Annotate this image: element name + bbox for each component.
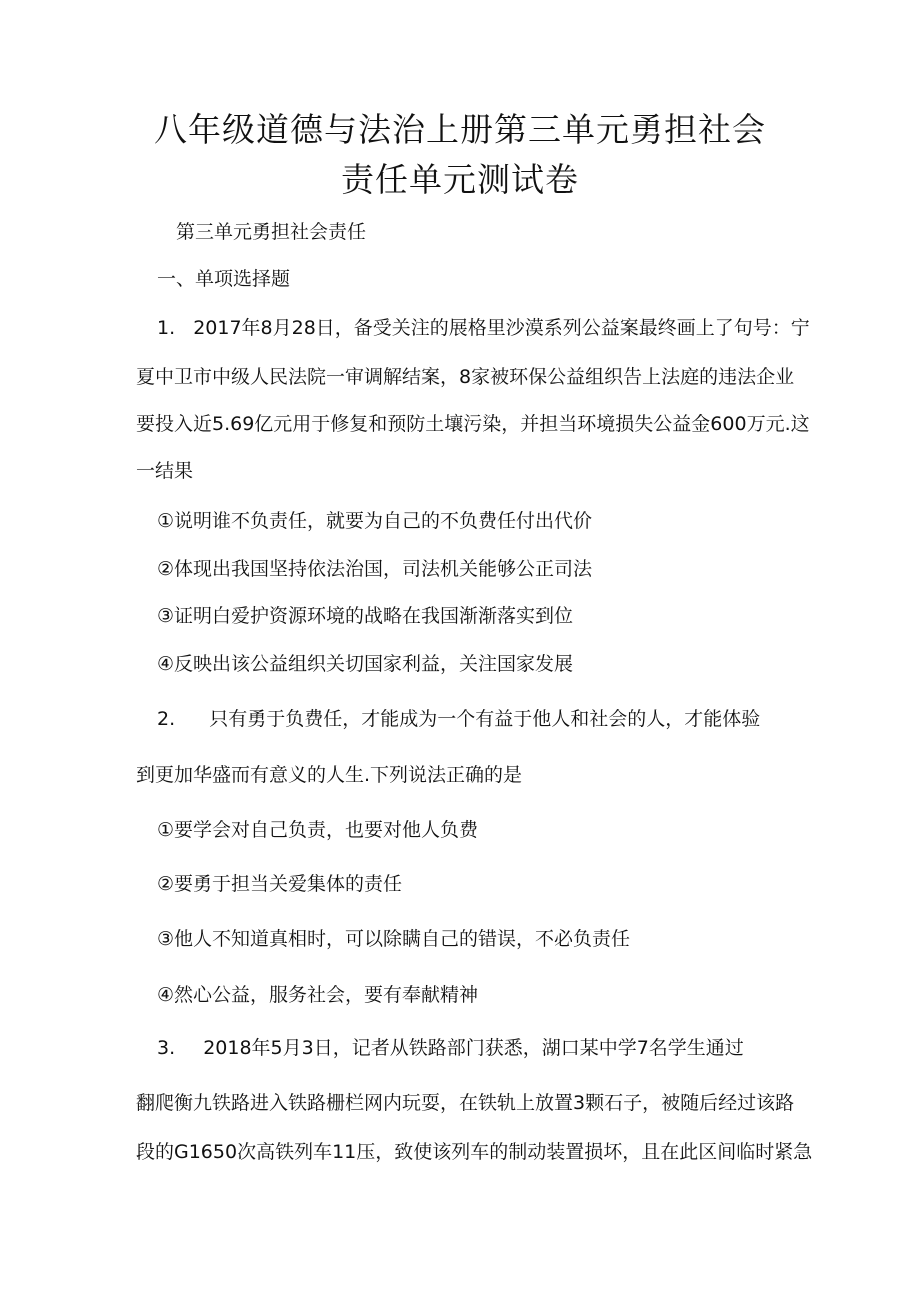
- question-1-line-2: 夏中卫市中级人民法院一审调解结案，8家被环保公益组织告上法庭的违法企业: [136, 366, 795, 388]
- question-2-option-3: ③他人不知道真相时，可以除瞒自己的错误，不必负责任: [157, 928, 631, 950]
- question-1-number: 1.: [157, 317, 176, 339]
- question-1-text: 2017年8月28日，备受关注的展格里沙漠系列公益案最终画上了句号：宁: [193, 317, 810, 339]
- question-3-line-2: 翻爬衡九铁路进入铁路栅栏网内玩耍，在铁轨上放置3颗石子，被随后经过该路: [136, 1092, 795, 1114]
- question-2-option-2: ②要勇于担当关爱集体的责任: [157, 873, 403, 895]
- question-1-option-1: ①说明谁不负责任，就要为自己的不负费任付出代价: [157, 510, 593, 532]
- document-title-line-1: 八年级道德与法治上册第三单元勇担社会: [154, 110, 766, 149]
- question-2-number: 2.: [157, 708, 176, 730]
- document-title-line-2: 责任单元测试卷: [341, 160, 579, 199]
- section-heading: 一、单项选择题: [157, 268, 291, 290]
- question-1-option-4: ④反映出该公益组织关切国家利益，关注国家发展: [157, 653, 574, 675]
- question-1-line-3: 要投入近5.69亿元用于修复和预防土壤污染，并担当环境损失公益金600万元.这: [136, 413, 810, 435]
- question-3-text: 2018年5月3日，记者从铁路部门获悉，湖口某中学7名学生通过: [203, 1037, 744, 1059]
- question-1-option-2: ②体现出我国坚持依法治国，司法机关能够公正司法: [157, 558, 593, 580]
- question-3-number: 3.: [157, 1037, 176, 1059]
- question-2-line-2: 到更加华盛而有意义的人生.下列说法正确的是: [136, 764, 523, 786]
- question-3-line-3: 段的G1650次高铁列车11压，致使该列车的制动装置损坏，且在此区间临时紧急: [136, 1141, 813, 1163]
- unit-heading: 第三单元勇担社会责任: [176, 221, 367, 243]
- question-2-option-1: ①要学会对自己负责，也要对他人负费: [157, 819, 479, 841]
- question-1-first-line: [157, 316, 810, 340]
- question-3-first-line: [157, 1036, 744, 1060]
- question-1-line-4: 一结果: [136, 460, 194, 482]
- question-2-option-4: ④然心公益，服务社会，要有奉献精神: [157, 984, 479, 1006]
- question-2-text: 只有勇于负费任，才能成为一个有益于他人和社会的人，才能体验: [209, 708, 761, 730]
- question-2-first-line: [157, 707, 760, 731]
- question-1-option-3: ③证明白爱护资源环境的战略在我国渐渐落实到位: [157, 605, 574, 627]
